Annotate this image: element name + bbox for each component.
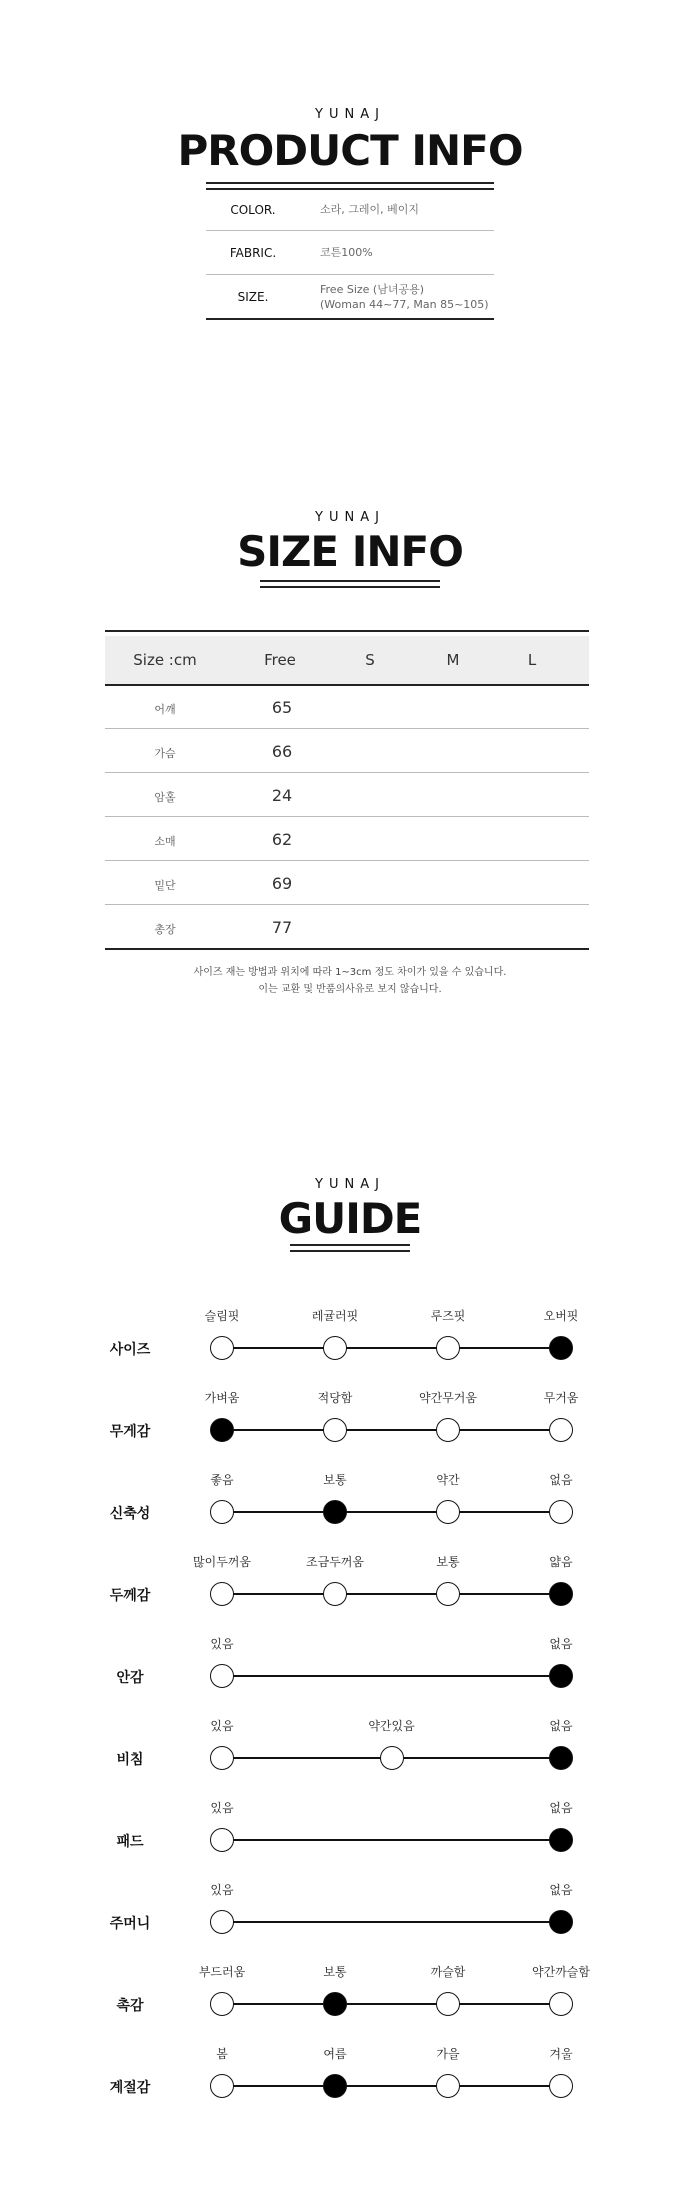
size-row-value: 69	[271, 874, 293, 893]
product-info-value: 코튼100%	[320, 246, 373, 259]
size-header-cell: M	[446, 651, 460, 669]
guide-option-label: 좋음	[210, 1473, 234, 1487]
divider	[206, 188, 494, 190]
guide-option-label: 약간	[436, 1473, 460, 1487]
size-row-value: 65	[271, 698, 293, 717]
guide-dot-selected	[549, 1336, 573, 1360]
guide-option-label: 없음	[549, 1473, 573, 1487]
size-header-cell: S	[365, 651, 375, 669]
guide-option-label: 없음	[549, 1801, 573, 1815]
divider	[290, 1250, 410, 1252]
guide-dot-selected	[323, 1992, 347, 2016]
guide-dot-selected	[549, 1828, 573, 1852]
guide-option-label: 여름	[323, 2047, 347, 2061]
guide-option-label: 레귤러핏	[311, 1309, 359, 1323]
size-row-value: 66	[271, 742, 293, 761]
guide-dot	[210, 1664, 234, 1688]
guide-dot-selected	[549, 1910, 573, 1934]
guide-option-label: 많이두꺼움	[193, 1555, 251, 1569]
guide-option-label: 가벼움	[204, 1391, 240, 1405]
guide-track	[222, 2085, 561, 2087]
guide-category: 비침	[116, 1752, 144, 1768]
guide-track	[222, 2003, 561, 2005]
size-row-label: 밑단	[154, 879, 176, 892]
guide-dot-selected	[323, 1500, 347, 1524]
guide-dot	[323, 1582, 347, 1606]
divider	[206, 274, 494, 275]
size-note: 이는 교환 및 반품의사유로 보지 않습니다.	[258, 984, 442, 995]
size-row-value: 77	[271, 918, 293, 937]
guide-track	[222, 1429, 561, 1431]
guide-dot-selected	[549, 1664, 573, 1688]
size-row-value: 24	[271, 786, 293, 805]
guide-dot	[436, 1992, 460, 2016]
guide-dot	[549, 1418, 573, 1442]
size-row-label: 암홀	[154, 791, 176, 804]
guide-track	[222, 1593, 561, 1595]
divider	[105, 904, 589, 905]
guide-dot	[549, 2074, 573, 2098]
guide-dot	[436, 1418, 460, 1442]
divider	[206, 230, 494, 231]
brand-label: YUNAJ	[315, 1177, 385, 1192]
divider	[105, 630, 589, 632]
guide-option-label: 적당함	[317, 1391, 353, 1405]
guide-option-label: 약간까슬함	[532, 1965, 590, 1979]
guide-option-label: 없음	[549, 1883, 573, 1897]
guide-option-label: 보통	[323, 1965, 347, 1979]
divider	[105, 728, 589, 729]
guide-dot	[436, 1582, 460, 1606]
divider	[260, 586, 440, 588]
product-info-label: COLOR.	[230, 203, 276, 217]
guide-option-label: 까슬함	[430, 1965, 466, 1979]
guide-option-label: 봄	[216, 2047, 228, 2061]
guide-dot-selected	[549, 1582, 573, 1606]
guide-dot-selected	[323, 2074, 347, 2098]
product-info-label: SIZE.	[237, 290, 269, 304]
guide-option-label: 무거움	[543, 1391, 579, 1405]
guide-option-label: 가을	[436, 2047, 460, 2061]
guide-dot	[210, 1828, 234, 1852]
size-row-label: 총장	[154, 923, 176, 936]
guide-dot	[436, 1336, 460, 1360]
brand-label: YUNAJ	[315, 510, 385, 525]
guide-dot	[323, 1418, 347, 1442]
guide-category: 무게감	[109, 1424, 151, 1440]
product-info-value: (Woman 44~77, Man 85~105)	[320, 298, 489, 311]
guide-option-label: 부드러움	[198, 1965, 246, 1979]
size-note: 사이즈 재는 방법과 위치에 따라 1~3cm 정도 차이가 있을 수 있습니다.	[193, 967, 507, 978]
guide-option-label: 없음	[549, 1637, 573, 1651]
guide-category: 계절감	[109, 2080, 151, 2096]
divider	[105, 772, 589, 773]
guide-dot-selected	[549, 1746, 573, 1770]
size-row-label: 어깨	[154, 703, 176, 716]
guide-option-label: 겨울	[549, 2047, 573, 2061]
guide-dot	[380, 1746, 404, 1770]
guide-dot	[549, 1992, 573, 2016]
guide-option-label: 오버핏	[543, 1309, 579, 1323]
product-info-value: 소라, 그레이, 베이지	[320, 203, 419, 216]
size-row-label: 가슴	[154, 747, 176, 760]
guide-option-label: 있음	[210, 1883, 234, 1897]
size-row-label: 소매	[154, 835, 176, 848]
brand-label: YUNAJ	[315, 107, 385, 122]
guide-track	[222, 1511, 561, 1513]
guide-category: 두께감	[109, 1588, 151, 1604]
divider	[206, 182, 494, 184]
guide-option-label: 조금두꺼움	[306, 1555, 364, 1569]
guide-option-label: 약간있음	[368, 1719, 415, 1733]
guide-dot	[210, 1746, 234, 1770]
product-info-title: PRODUCT INFO	[177, 126, 523, 175]
guide-option-label: 없음	[549, 1719, 573, 1733]
guide-option-label: 있음	[210, 1637, 234, 1651]
divider	[206, 318, 494, 320]
guide-category: 사이즈	[109, 1342, 151, 1358]
guide-track	[222, 1839, 561, 1841]
guide-option-label: 있음	[210, 1719, 234, 1733]
divider	[290, 1244, 410, 1246]
guide-category: 촉감	[116, 1998, 144, 2014]
guide-track	[222, 1921, 561, 1923]
guide-dot	[210, 1992, 234, 2016]
divider	[105, 860, 589, 861]
divider	[105, 816, 589, 817]
size-header-cell: Size :cm	[133, 651, 197, 669]
guide-dot-selected	[210, 1418, 234, 1442]
size-header-cell: Free	[264, 651, 296, 669]
guide-title: GUIDE	[278, 1194, 422, 1243]
guide-track	[222, 1347, 561, 1349]
guide-option-label: 루즈핏	[430, 1309, 466, 1323]
guide-track	[222, 1675, 561, 1677]
size-row-value: 62	[271, 830, 293, 849]
guide-option-label: 보통	[436, 1555, 460, 1569]
guide-dot	[436, 1500, 460, 1524]
guide-dot	[210, 1500, 234, 1524]
guide-option-label: 슬림핏	[204, 1309, 240, 1323]
size-info-title: SIZE INFO	[237, 527, 463, 576]
guide-dot	[210, 1910, 234, 1934]
guide-option-label: 약간무거움	[419, 1391, 477, 1405]
guide-option-label: 얇음	[549, 1555, 573, 1569]
guide-dot	[210, 2074, 234, 2098]
guide-dot	[436, 2074, 460, 2098]
size-header-cell: L	[527, 651, 537, 669]
guide-category: 패드	[116, 1834, 144, 1850]
guide-option-label: 있음	[210, 1801, 234, 1815]
guide-option-label: 보통	[323, 1473, 347, 1487]
guide-category: 신축성	[109, 1506, 151, 1522]
guide-dot	[210, 1336, 234, 1360]
guide-dot	[210, 1582, 234, 1606]
guide-dot	[549, 1500, 573, 1524]
product-info-value: Free Size (남녀공용)	[320, 283, 425, 296]
divider	[260, 580, 440, 582]
product-info-label: FABRIC.	[229, 246, 277, 260]
guide-dot	[323, 1336, 347, 1360]
guide-category: 안감	[116, 1670, 144, 1686]
divider	[105, 684, 589, 686]
guide-category: 주머니	[109, 1916, 151, 1932]
divider	[105, 948, 589, 950]
